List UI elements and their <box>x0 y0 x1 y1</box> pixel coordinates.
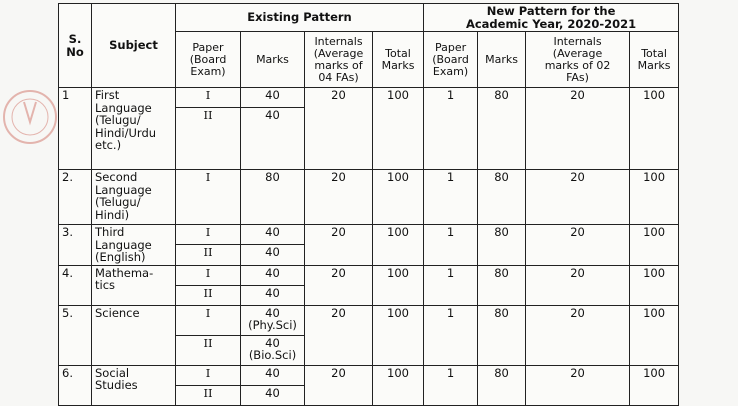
cell-nw-marks: 80 <box>478 265 526 305</box>
cell-nw-internals: 20 <box>526 365 630 405</box>
cell-nw-paper: 1 <box>424 170 478 225</box>
cell-ex-total: 100 <box>373 365 424 405</box>
cell-ex-paper: II <box>176 285 241 305</box>
cell-ex-marks: 40 (Phy.Sci) <box>241 305 305 335</box>
cell-nw-total: 100 <box>630 225 679 266</box>
cell-ex-marks: 40 <box>241 245 305 265</box>
cell-nw-internals: 20 <box>526 265 630 305</box>
cell-subject: Third Language (English) <box>92 225 176 266</box>
cell-nw-internals: 20 <box>526 305 630 365</box>
cell-ex-marks: 40 <box>241 225 305 245</box>
news-logo-watermark-icon <box>0 72 60 162</box>
cell-ex-total: 100 <box>373 305 424 365</box>
table-row <box>59 225 679 245</box>
cell-nw-marks: 80 <box>478 225 526 266</box>
cell-ex-marks: 40 <box>241 385 305 405</box>
cell-ex-paper: II <box>176 245 241 265</box>
cell-ex-internals: 20 <box>305 265 373 305</box>
exam-pattern-table <box>58 3 679 406</box>
col-header-nw-marks: Marks <box>478 32 526 88</box>
col-header-nw-internals: Internals (Average marks of 02 FAs) <box>526 32 630 88</box>
cell-nw-internals: 20 <box>526 88 630 170</box>
cell-sno: 2. <box>59 170 92 225</box>
cell-nw-paper: 1 <box>424 265 478 305</box>
cell-nw-paper: 1 <box>424 88 478 170</box>
cell-nw-paper: 1 <box>424 225 478 266</box>
cell-ex-paper: I <box>176 365 241 385</box>
table-row <box>59 365 679 385</box>
cell-ex-marks: 40 (Bio.Sci) <box>241 335 305 365</box>
cell-sno: 5. <box>59 305 92 365</box>
cell-nw-paper: 1 <box>424 365 478 405</box>
group-header-existing: Existing Pattern <box>176 4 424 32</box>
cell-sno: 1 <box>59 88 92 170</box>
cell-subject: Science <box>92 305 176 365</box>
cell-nw-paper: 1 <box>424 305 478 365</box>
cell-ex-total: 100 <box>373 265 424 305</box>
cell-ex-internals: 20 <box>305 170 373 225</box>
table-row <box>59 265 679 285</box>
col-header-nw-paper: Paper (Board Exam) <box>424 32 478 88</box>
cell-ex-internals: 20 <box>305 365 373 405</box>
cell-ex-paper: II <box>176 385 241 405</box>
cell-ex-paper: II <box>176 108 241 170</box>
cell-nw-total: 100 <box>630 365 679 405</box>
cell-ex-total: 100 <box>373 88 424 170</box>
cell-nw-marks: 80 <box>478 365 526 405</box>
table-row <box>59 305 679 335</box>
cell-nw-marks: 80 <box>478 305 526 365</box>
cell-ex-marks: 40 <box>241 265 305 285</box>
table-row <box>59 170 679 225</box>
col-header-subject: Subject <box>92 4 176 88</box>
cell-ex-marks: 40 <box>241 88 305 108</box>
cell-ex-marks: 80 <box>241 170 305 225</box>
cell-nw-marks: 80 <box>478 170 526 225</box>
cell-subject: Second Language (Telugu/ Hindi) <box>92 170 176 225</box>
cell-sno: 4. <box>59 265 92 305</box>
cell-ex-marks: 40 <box>241 285 305 305</box>
cell-ex-paper: I <box>176 305 241 335</box>
cell-nw-internals: 20 <box>526 170 630 225</box>
cell-ex-paper: I <box>176 170 241 225</box>
cell-nw-total: 100 <box>630 170 679 225</box>
cell-ex-internals: 20 <box>305 88 373 170</box>
cell-ex-marks: 40 <box>241 108 305 170</box>
cell-subject: Mathema- tics <box>92 265 176 305</box>
col-header-ex-marks: Marks <box>241 32 305 88</box>
cell-subject: Social Studies <box>92 365 176 405</box>
col-header-sno: S. No <box>59 4 92 88</box>
cell-ex-marks: 40 <box>241 365 305 385</box>
cell-nw-total: 100 <box>630 88 679 170</box>
cell-ex-paper: II <box>176 335 241 365</box>
group-header-new: New Pattern for the Academic Year, 2020-2021 <box>424 4 679 32</box>
table-row <box>59 88 679 108</box>
cell-ex-total: 100 <box>373 225 424 266</box>
cell-ex-paper: I <box>176 88 241 108</box>
cell-ex-paper: I <box>176 225 241 245</box>
cell-nw-marks: 80 <box>478 88 526 170</box>
cell-nw-total: 100 <box>630 265 679 305</box>
cell-ex-internals: 20 <box>305 305 373 365</box>
cell-sno: 6. <box>59 365 92 405</box>
cell-ex-total: 100 <box>373 170 424 225</box>
cell-ex-internals: 20 <box>305 225 373 266</box>
col-header-ex-total: Total Marks <box>373 32 424 88</box>
col-header-ex-paper: Paper (Board Exam) <box>176 32 241 88</box>
cell-nw-total: 100 <box>630 305 679 365</box>
cell-subject: First Language (Telugu/ Hindi/Urdu etc.) <box>92 88 176 170</box>
cell-nw-internals: 20 <box>526 225 630 266</box>
cell-sno: 3. <box>59 225 92 266</box>
col-header-nw-total: Total Marks <box>630 32 679 88</box>
col-header-ex-internals: Internals (Average marks of 04 FAs) <box>305 32 373 88</box>
cell-ex-paper: I <box>176 265 241 285</box>
